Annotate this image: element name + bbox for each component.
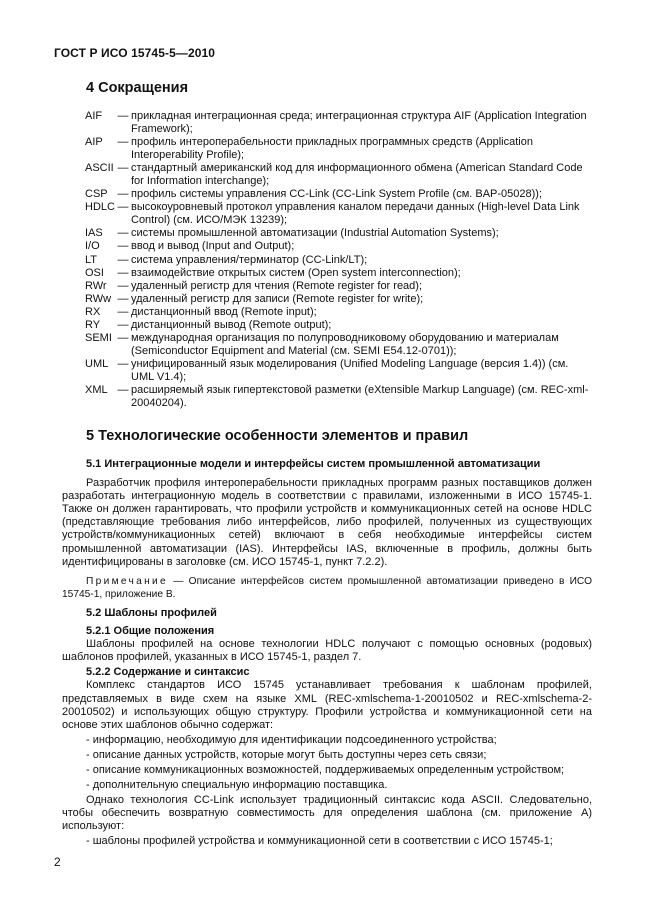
dash: — [117, 279, 129, 292]
abbreviation-term: RY [85, 318, 101, 331]
subsection-5-1-title: 5.1 Интеграционные модели и интерфейсы систем промышленной автоматизации [86, 458, 541, 470]
abbreviation-term: RWw [85, 292, 112, 305]
dash: — [117, 253, 129, 266]
subsection-5-2-2-title: 5.2.2 Содержание и синтаксис [86, 666, 250, 679]
abbreviation-term: AIF [85, 110, 103, 122]
paragraph: Шаблоны профилей на основе технологии HDLC получают с помощью основных (родовых) шаблонов профилей, указанных в ИСО 15745-1, раздел 7. [62, 638, 592, 664]
dash: — [117, 227, 129, 240]
list-item: - шаблоны профилей устройства и коммуникационной сети в соответствии с ИСО 15745-1; [86, 835, 553, 848]
paragraph: Комплекс стандартов ИСО 15745 устанавливает требования к шаблонам профилей, представляемых в виде схем на языке XML (REC-xmlschema-1-20010502 и REC-xmlschema-2-20010502) и использующих общую структуру. Профили устройства и коммуникационной сети на основе этих шаблонов обычно содержат: [62, 679, 592, 731]
section-5-title: 5 Технологические особенности элементов и правил [86, 428, 469, 444]
abbreviation-definition: система управления/терминатор (CC-Link/LT); [131, 253, 368, 266]
subsection-5-2-title: 5.2 Шаблоны профилей [86, 606, 217, 619]
subsection-5-2-1-title: 5.2.1 Общие положения [86, 625, 215, 638]
list-item: - описание коммуникационных возможностей, поддерживаемых определенным устройством; [86, 763, 565, 776]
abbreviation-term: I/O [85, 240, 100, 253]
dash: — [117, 162, 129, 175]
abbreviation-term: IAS [85, 227, 103, 240]
abbreviation-term: ASCII [85, 162, 114, 175]
abbreviation-row [85, 110, 593, 136]
abbreviation-term: LT [85, 253, 98, 266]
abbreviation-term: CSP [85, 188, 108, 201]
abbreviation-row [85, 280, 593, 293]
abbreviation-row [85, 358, 593, 384]
page-number: 2 [54, 855, 61, 869]
abbreviations-list [85, 110, 593, 410]
abbreviation-definition: системы промышленной автоматизации (Industrial Automation Systems); [131, 227, 499, 240]
dash: — [117, 188, 129, 201]
dash: — [117, 318, 129, 331]
abbreviation-definition: дистанционный ввод (Remote input); [131, 305, 317, 318]
abbreviation-term: RX [85, 305, 101, 318]
abbreviation-definition: высокоуровневый протокол управления каналом передачи данных (High-level Data Link Control) (см. ИСО/МЭК 13239); [131, 201, 580, 227]
abbreviation-definition: дистанционный вывод (Remote output); [131, 318, 332, 331]
dash: — [117, 240, 129, 253]
abbreviation-definition: международная организация по полупроводниковому оборудованию и материалам (Semiconductor Equipment and Material (см. SEMI E54.12-0701)); [131, 331, 559, 357]
dash: — [117, 136, 129, 149]
abbreviation-row [85, 188, 593, 201]
abbreviation-definition: унифицированный язык моделирования (Unified Modeling Language (версия 1.4)) (см. UML V1.4); [131, 357, 569, 383]
abbreviation-definition: удаленный регистр для записи (Remote register for write); [131, 292, 424, 305]
abbreviation-row [85, 240, 593, 253]
abbreviation-row [85, 201, 593, 227]
abbreviation-row [85, 136, 593, 162]
paragraph: Разработчик профиля интероперабельности прикладных программ разных поставщиков должен разработать интеграционную модель в соответствии с правилами, изложенными в ИСО 15745-1. Также он должен гарантировать, что профили устройств и коммуникационных сетей на основе HDLC (представляющие требования либо интерфейсов, либо профилей, полученных из существующих устройств/коммуникационных сетей) включают в себя необходимые интерфейсы систем промышленной автоматизации (IAS). Интерфейсы IAS, включенные в профиль, должны быть идентифицированы в заголовке (см. ИСО 15745-1, пункт 7.2.2). [62, 477, 592, 568]
section-5-body [62, 458, 592, 851]
abbreviation-row [85, 227, 593, 240]
abbreviation-row [85, 306, 593, 319]
abbreviation-row [85, 319, 593, 332]
list-item: - дополнительную специальную информацию поставщика. [86, 779, 388, 792]
dash: — [117, 331, 129, 344]
abbreviation-row [85, 384, 593, 410]
list-item: - информацию, необходимую для идентификации подсоединенного устройства; [86, 733, 497, 746]
abbreviation-term: AIP [85, 136, 103, 149]
abbreviation-row [85, 267, 593, 280]
abbreviation-definition: ввод и вывод (Input and Output); [131, 240, 295, 253]
abbreviation-definition: профиль интероперабельности прикладных программных средств (Application Interoperability Profile); [131, 136, 533, 162]
abbreviation-definition: стандартный американский код для информационного обмена (American Standard Code for Information interchange); [131, 162, 583, 188]
dash: — [117, 292, 129, 305]
abbreviation-definition: прикладная интеграционная среда; интеграционная структура AIF (Application Integration Framework); [131, 110, 587, 136]
abbreviation-term: UML [85, 357, 109, 370]
dash: — [117, 266, 129, 279]
dash: — [117, 305, 129, 318]
abbreviation-row [85, 254, 593, 267]
abbreviation-row [85, 332, 593, 358]
dash: — [117, 357, 129, 370]
note-text: — Описание интерфейсов систем промышленной автоматизации приведено в ИСО 15745-1, приложение В. [62, 575, 592, 600]
abbreviation-term: OSI [85, 266, 104, 279]
abbreviation-term: RWr [85, 279, 107, 292]
dash: — [117, 201, 129, 214]
abbreviation-definition: профиль системы управления CC-Link (CC-Link System Profile (см. BAP-05028)); [131, 188, 543, 201]
abbreviation-term: XML [85, 383, 108, 396]
abbreviation-definition: удаленный регистр для чтения (Remote register for read); [131, 279, 423, 292]
paragraph: Однако технология CC-Link использует традиционный синтаксис кода ASCII. Следовательно, чтобы обеспечить возвратную совместимость для определения шаблона (см. приложение А) используют: [62, 794, 592, 833]
note-label: Примечание [86, 575, 168, 587]
abbreviation-definition: взаимодействие открытых систем (Open system interconnection); [131, 266, 461, 279]
dash: — [117, 383, 129, 396]
list-item: - описание данных устройств, которые могут быть доступны через сеть связи; [86, 748, 487, 761]
document-header: ГОСТ Р ИСО 15745-5—2010 [54, 46, 216, 60]
abbreviation-row [85, 293, 593, 306]
abbreviation-definition: расширяемый язык гипертекстовой разметки (eXtensible Markup Language) (см. REC-xml-20040204). [131, 383, 589, 410]
abbreviation-term: SEMI [85, 331, 112, 344]
abbreviation-term: HDLC [85, 201, 115, 214]
abbreviation-row [85, 162, 593, 188]
dash: — [117, 110, 129, 122]
section-4-title: 4 Сокращения [86, 80, 189, 96]
note [62, 575, 592, 601]
